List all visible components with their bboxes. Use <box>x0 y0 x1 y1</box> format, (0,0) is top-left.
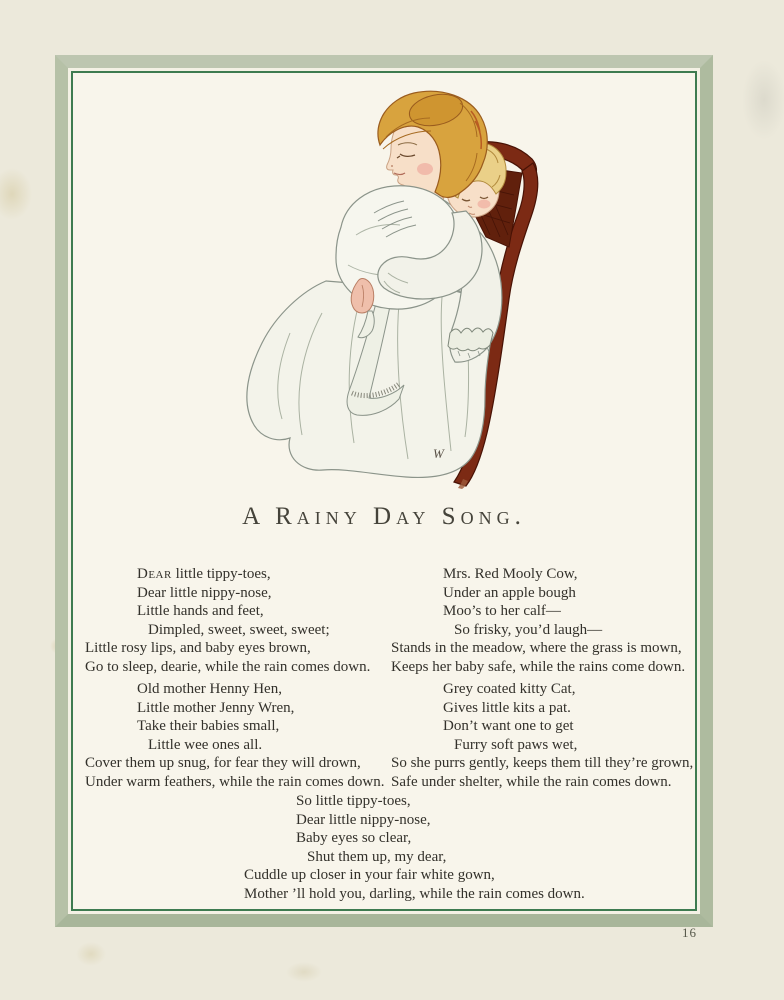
paper-stain <box>286 962 322 982</box>
poem-line: Under warm feathers, while the rain comes down. <box>85 773 385 790</box>
poem-line: Little mother Jenny Wren, <box>137 699 295 716</box>
poem-line: Grey coated kitty Cat, <box>443 681 576 697</box>
page-content <box>73 73 695 909</box>
poem-line: Go to sleep, dearie, while the rain comes down. <box>85 658 371 675</box>
paper-stain <box>76 942 106 966</box>
monogram-text: W <box>433 446 444 461</box>
stanza-3 <box>85 680 384 791</box>
poem-line: Cover them up snug, for fear they will drown, <box>85 755 361 771</box>
stanza-1 <box>85 565 370 676</box>
poem-line: Stands in the meadow, where the grass is mown, <box>391 640 682 656</box>
poem-line: Dear little nippy-nose, <box>137 584 272 601</box>
paper-stain <box>742 60 784 140</box>
poem-line: Dimpled, sweet, sweet, sweet; <box>148 621 330 638</box>
stanza-4 <box>391 680 693 791</box>
poem-line: Cuddle up closer in your fair white gown, <box>244 867 495 883</box>
stanza-2 <box>391 565 685 676</box>
poem-line: Old mother Henny Hen, <box>137 681 282 697</box>
page-number: 16 <box>682 925 697 940</box>
poem-line: Mother ’ll hold you, darling, while the rain comes down. <box>244 885 585 902</box>
poem-line: So she purrs gently, keeps them till they’re grown, <box>391 755 694 771</box>
poem-line: Under an apple bough <box>443 584 576 601</box>
green-mat-frame <box>55 55 713 927</box>
artist-monogram <box>433 446 445 461</box>
stanza-5 <box>244 792 585 903</box>
poem-line: Gives little kits a pat. <box>443 699 571 716</box>
poem-line: Baby eyes so clear, <box>296 830 412 846</box>
poem-line: So frisky, you’d laugh— <box>454 621 603 638</box>
illustration-mother-and-baby <box>228 85 558 490</box>
poem-line: Dear little tippy-toes, <box>137 566 271 582</box>
poem-line: Shut them up, my dear, <box>307 848 447 865</box>
poem-title: A Rainy Day Song. <box>242 503 526 530</box>
poem-line: Little wee ones all. <box>148 736 263 753</box>
poem-line: Safe under shelter, while the rain comes down. <box>391 773 672 790</box>
poem-line: Keeps her baby safe, while the rains come down. <box>391 658 686 675</box>
paper-stain <box>0 168 32 220</box>
poem-line: Little rosy lips, and baby eyes brown, <box>85 640 311 656</box>
poem-line: Take their babies small, <box>137 718 280 734</box>
poem-line: Dear little nippy-nose, <box>296 811 431 828</box>
poem-line: Moo’s to her calf— <box>443 603 561 619</box>
poem-line: Mrs. Red Mooly Cow, <box>443 566 578 582</box>
poem-line: So little tippy-toes, <box>296 793 411 809</box>
poem-line: Don’t want one to get <box>443 718 574 734</box>
poem-line: Furry soft paws wet, <box>454 736 578 753</box>
poem-line: Little hands and feet, <box>137 603 264 619</box>
